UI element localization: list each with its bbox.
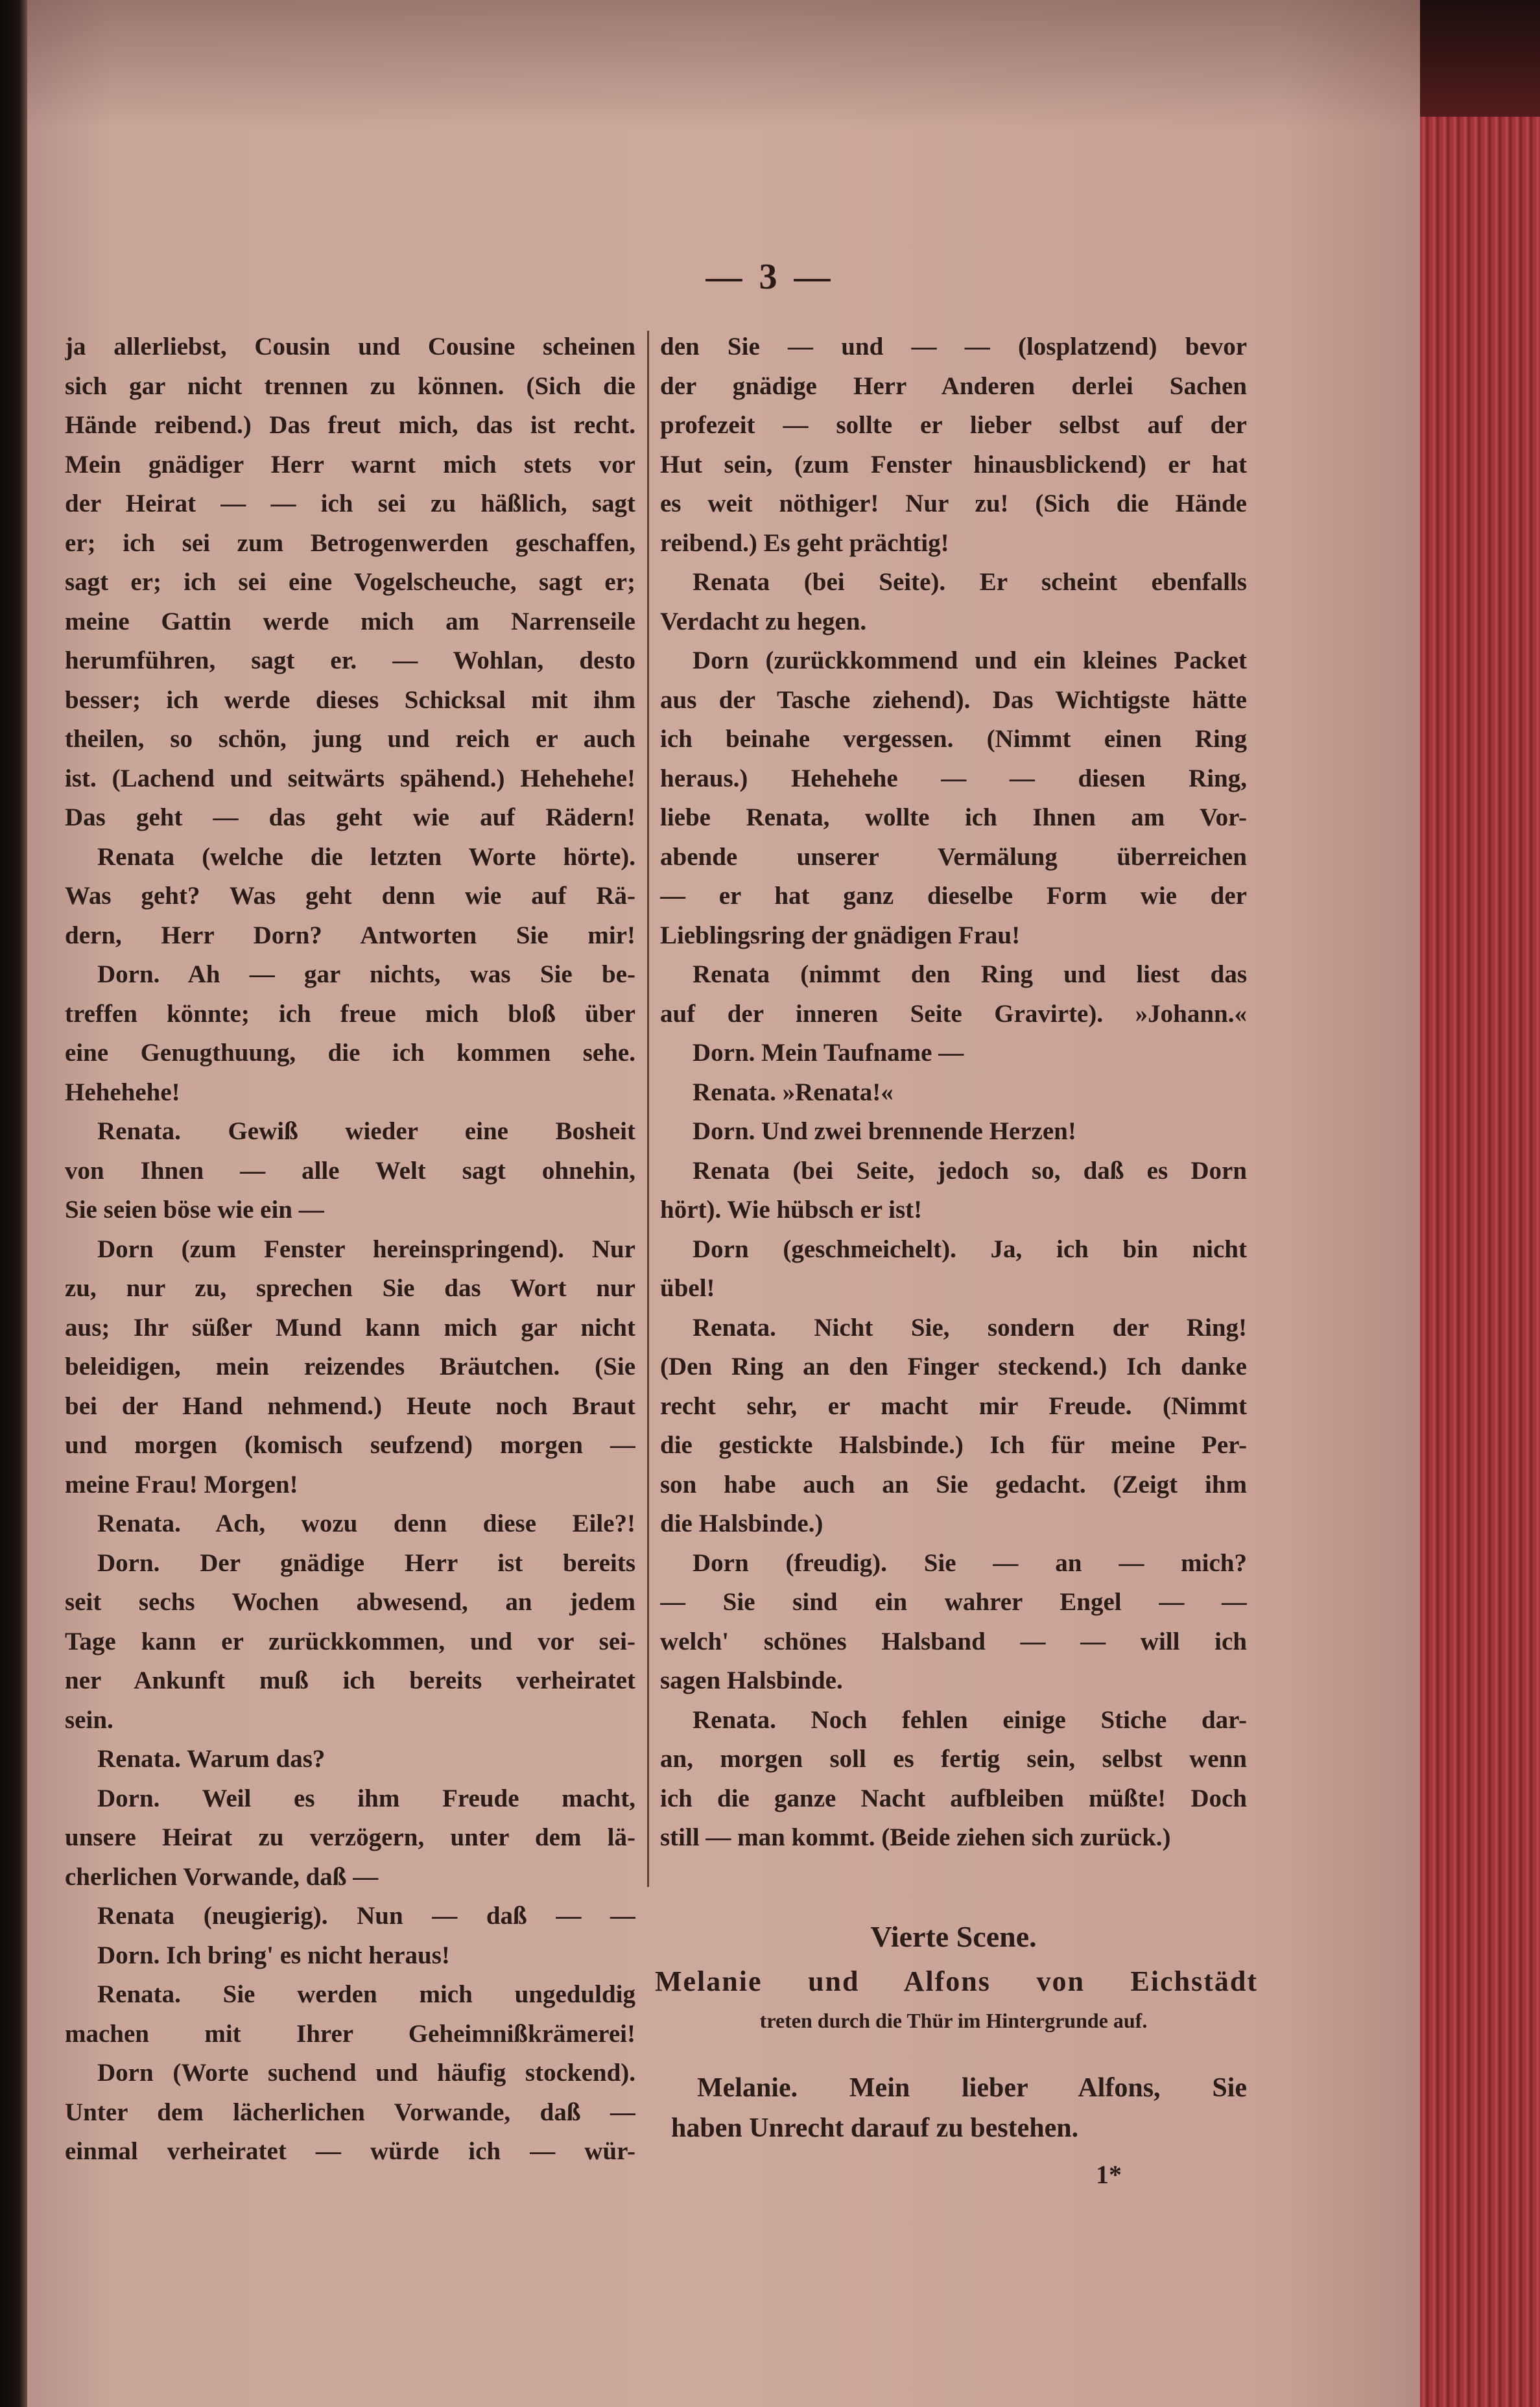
text-line: besser; ich werde dieses Schicksal mit ihm <box>65 685 635 714</box>
text-line: Renata. Sie werden mich ungeduldig <box>97 1980 635 2008</box>
left-text-column <box>65 327 635 2172</box>
signature-mark: 1* <box>1096 2160 1122 2189</box>
text-line: Renata. »Renata!« <box>693 1078 894 1106</box>
text-line: — Sie sind ein wahrer Engel — — <box>660 1588 1247 1616</box>
text-line: ich beinahe vergessen. (Nimmt einen Ring <box>660 725 1247 753</box>
right-text-column <box>660 327 1247 1858</box>
text-line: Sie seien böse wie ein — <box>65 1196 324 1224</box>
text-line: profezeit — sollte er lieber selbst auf der <box>660 411 1247 439</box>
text-line: sich gar nicht trennen zu können. (Sich die <box>65 372 635 400</box>
text-line: Dorn. Ich bring' es nicht heraus! <box>97 1941 450 1969</box>
text-line: Dorn (Worte suchend und häufig stockend). <box>97 2059 635 2087</box>
text-line: Renata (neugierig). Nun — daß — — <box>97 1902 635 1930</box>
text-line: Dorn (freudig). Sie — an — mich? <box>693 1548 1247 1577</box>
text-line: seit sechs Wochen abwesend, an jedem <box>65 1588 635 1616</box>
text-line: beleidigen, mein reizendes Bräutchen. (Sie <box>65 1353 635 1381</box>
text-line: die Halsbinde.) <box>660 1510 823 1537</box>
text-line: Tage kann er zurückkommen, und vor sei- <box>65 1627 635 1655</box>
text-line: cherlichen Vorwande, daß — <box>65 1862 379 1891</box>
text-line: Das geht — das geht wie auf Rädern! <box>65 803 635 831</box>
column-divider <box>647 331 649 1887</box>
book-spine-shadow <box>0 0 27 2407</box>
text-line: Dorn. Der gnädige Herr ist bereits <box>97 1548 635 1577</box>
text-line: ist. (Lachend und seitwärts spähend.) Hehehehe! <box>65 764 635 792</box>
text-line: den Sie — und — — (losplatzend) bevor <box>660 333 1247 361</box>
text-line: liebe Renata, wollte ich Ihnen am Vor- <box>660 803 1247 831</box>
text-line: sagt er; ich sei eine Vogelscheuche, sagt er; <box>65 568 635 596</box>
text-line: recht sehr, er macht mir Freude. (Nimmt <box>660 1392 1247 1420</box>
text-line: Dorn. Mein Taufname — <box>693 1039 964 1067</box>
text-line: Renata. Nicht Sie, sondern der Ring! <box>693 1313 1247 1342</box>
text-line: bei der Hand nehmend.) Heute noch Braut <box>65 1392 635 1420</box>
text-line: es weit nöthiger! Nur zu! (Sich die Hände <box>660 490 1247 517</box>
text-line: theilen, so schön, jung und reich er auch <box>65 725 635 753</box>
text-line: Renata (bei Seite). Er scheint ebenfalls <box>693 568 1247 596</box>
text-line: treffen könnte; ich freue mich bloß über <box>65 999 635 1028</box>
text-line: abende unserer Vermälung überreichen <box>660 842 1247 871</box>
scene-heading: Vierte Scene. <box>870 1920 1037 1953</box>
text-line: einmal verheiratet — würde ich — wür- <box>65 2137 635 2165</box>
text-line: Dorn (geschmeichelt). Ja, ich bin nicht <box>693 1235 1247 1263</box>
text-line: aus der Tasche ziehend). Das Wichtigste hätte <box>660 685 1247 714</box>
text-line: von Ihnen — alle Welt sagt ohnehin, <box>65 1156 635 1185</box>
text-line: unsere Heirat zu verzögern, unter dem lä- <box>65 1823 635 1851</box>
text-line: Renata. Warum das? <box>97 1745 326 1773</box>
text-line: an, morgen soll es fertig sein, selbst wenn <box>660 1745 1247 1773</box>
text-line: er; ich sei zum Betrogenwerden geschaffen, <box>65 528 635 557</box>
text-line: reibend.) Es geht prächtig! <box>660 528 949 557</box>
text-line: meine Frau! Morgen! <box>65 1470 298 1499</box>
text-line: (Den Ring an den Finger steckend.) Ich danke <box>660 1353 1247 1381</box>
text-line: auf der inneren Seite Gravirte). »Johann.« <box>660 999 1247 1028</box>
book-edge-top <box>1420 0 1540 130</box>
text-line: heraus.) Hehehehe — — diesen Ring, <box>660 764 1247 792</box>
text-line: ner Ankunft muß ich bereits verheiratet <box>65 1666 635 1694</box>
text-line: ich die ganze Nacht aufbleiben müßte! Doch <box>660 1784 1247 1812</box>
text-line: — er hat ganz dieselbe Form wie der <box>660 882 1247 910</box>
text-line: son habe auch an Sie gedacht. (Zeigt ihm <box>660 1470 1247 1499</box>
text-line: Renata (nimmt den Ring und liest das <box>693 960 1247 988</box>
text-line: der Heirat — — ich sei zu häßlich, sagt <box>65 490 635 517</box>
text-line: die gestickte Halsbinde.) Ich für meine Per- <box>660 1431 1247 1459</box>
text-line: sein. <box>65 1705 113 1734</box>
text-line: Hehehehe! <box>65 1078 180 1106</box>
text-line: Renata (welche die letzten Worte hörte). <box>97 842 635 871</box>
text-line: aus; Ihr süßer Mund kann mich gar nicht <box>65 1313 635 1342</box>
text-line: Dorn. Und zwei brennende Herzen! <box>693 1117 1076 1145</box>
text-line: Unter dem lächerlichen Vorwande, daß — <box>65 2098 635 2126</box>
page-number: — 3 — <box>705 257 835 297</box>
book-red-page-edges <box>1420 117 1540 2407</box>
text-line: Renata. Ach, wozu denn diese Eile?! <box>97 1510 635 1537</box>
scene-characters: Melanie und Alfons von Eichstädt <box>655 1965 1258 1997</box>
dialogue-line: Melanie. Mein lieber Alfons, Sie <box>697 2073 1247 2103</box>
text-line: Renata. Gewiß wieder eine Bosheit <box>97 1117 635 1145</box>
text-line: Dorn (zum Fenster hereinspringend). Nur <box>97 1235 635 1263</box>
text-line: ja allerliebst, Cousin und Cousine scheinen <box>65 333 635 361</box>
text-line: Was geht? Was geht denn wie auf Rä- <box>65 882 635 910</box>
text-line: Dorn. Ah — gar nichts, was Sie be- <box>97 960 635 988</box>
stage-direction: treten durch die Thür im Hintergrunde auf. <box>759 2009 1148 2032</box>
text-line: welch' schönes Halsband — — will ich <box>660 1627 1247 1655</box>
page-top-shadow <box>27 0 1421 130</box>
text-line: der gnädige Herr Anderen derlei Sachen <box>660 372 1247 400</box>
text-line: übel! <box>660 1274 715 1302</box>
dialogue-line: haben Unrecht darauf zu bestehen. <box>671 2113 1079 2143</box>
text-line: still — man kommt. (Beide ziehen sich zurück.) <box>660 1823 1171 1851</box>
text-line: eine Genugthuung, die ich kommen sehe. <box>65 1039 635 1067</box>
text-line: Hände reibend.) Das freut mich, das ist recht. <box>65 411 635 439</box>
text-line: Dorn. Weil es ihm Freude macht, <box>97 1784 635 1812</box>
text-line: Renata. Noch fehlen einige Stiche dar- <box>693 1705 1247 1734</box>
text-line: sagen Halsbinde. <box>660 1666 843 1694</box>
text-line: und morgen (komisch seufzend) morgen — <box>65 1431 635 1459</box>
text-line: Lieblingsring der gnädigen Frau! <box>660 921 1021 949</box>
text-line: Dorn (zurückkommend und ein kleines Packet <box>693 646 1247 674</box>
text-line: zu, nur zu, sprechen Sie das Wort nur <box>65 1274 635 1302</box>
text-line: Verdacht zu hegen. <box>660 607 867 635</box>
text-line: hört). Wie hübsch er ist! <box>660 1196 923 1224</box>
text-line: herumführen, sagt er. — Wohlan, desto <box>65 646 635 674</box>
text-line: Mein gnädiger Herr warnt mich stets vor <box>65 450 635 479</box>
text-line: machen mit Ihrer Geheimnißkrämerei! <box>65 2019 635 2048</box>
text-line: Renata (bei Seite, jedoch so, daß es Dorn <box>693 1156 1247 1185</box>
text-line: Hut sein, (zum Fenster hinausblickend) er hat <box>660 450 1247 479</box>
text-line: dern, Herr Dorn? Antworten Sie mir! <box>65 921 635 949</box>
text-line: meine Gattin werde mich am Narrenseile <box>65 607 635 635</box>
